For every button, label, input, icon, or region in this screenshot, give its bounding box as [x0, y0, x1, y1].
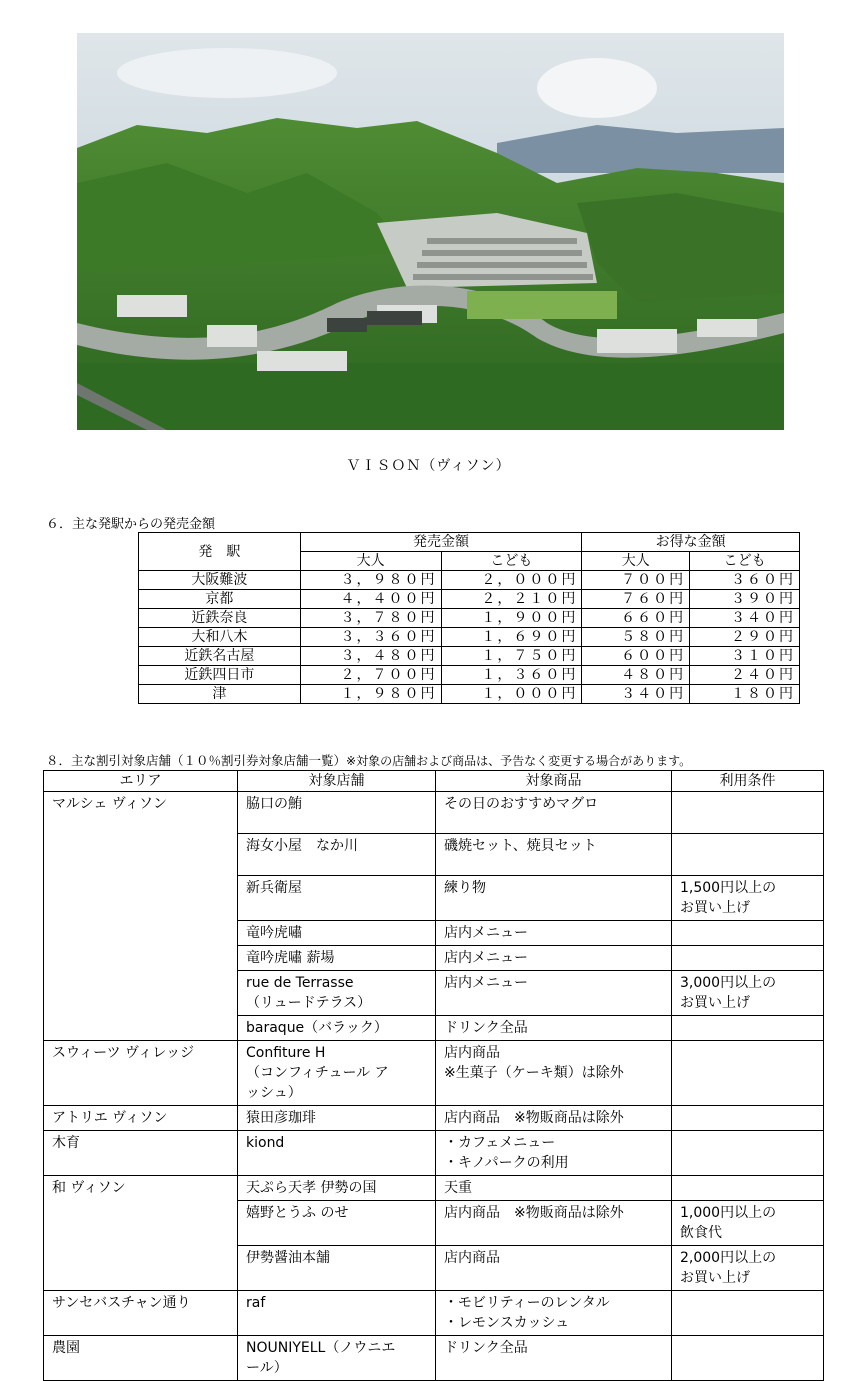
- shop-cell: 猿田彦珈琲: [238, 1106, 436, 1131]
- condition-cell: [672, 921, 824, 946]
- price-adult-cell: ３，７８０円: [300, 609, 441, 628]
- condition-cell: 3,000円以上の お買い上げ: [672, 971, 824, 1016]
- shop-cell: 竜吟虎嘯: [238, 921, 436, 946]
- price-adult-cell: ２，７００円: [300, 666, 441, 685]
- item-cell: その日のおすすめマグロ: [436, 792, 672, 834]
- col-cond: 利用条件: [672, 771, 824, 792]
- price-child-cell: １，９００円: [441, 609, 582, 628]
- area-cell: アトリエ ヴィソン: [44, 1106, 238, 1131]
- col-shop: 対象店舗: [238, 771, 436, 792]
- station-cell: 近鉄四日市: [139, 666, 301, 685]
- shop-row: [44, 1041, 824, 1106]
- price-adult-cell: ４，４００円: [300, 590, 441, 609]
- saving-adult-cell: ６００円: [582, 647, 690, 666]
- condition-cell: 1,000円以上の 飲食代: [672, 1201, 824, 1246]
- photo-caption: ＶＩＳＯＮ（ヴィソン）: [346, 458, 511, 474]
- area-cell: マルシェ ヴィソン: [44, 792, 238, 1041]
- area-cell: サンセバスチャン通り: [44, 1291, 238, 1336]
- condition-cell: [672, 1291, 824, 1336]
- fare-row: [139, 609, 800, 628]
- saving-child-cell: １８０円: [690, 685, 800, 704]
- price-adult-cell: １，９８０円: [300, 685, 441, 704]
- shop-cell: kiond: [238, 1131, 436, 1176]
- shop-cell: NOUNIYELL（ノウニエ ール）: [238, 1336, 436, 1381]
- price-adult-cell: ３，９８０円: [300, 571, 441, 590]
- saving-adult-cell: ６６０円: [582, 609, 690, 628]
- col-station: 発 駅: [139, 533, 301, 571]
- condition-cell: [672, 1131, 824, 1176]
- saving-child-cell: ３１０円: [690, 647, 800, 666]
- fare-row: [139, 647, 800, 666]
- condition-cell: [672, 1106, 824, 1131]
- fare-row: [139, 571, 800, 590]
- shop-cell: 天ぷら天孝 伊勢の国: [238, 1176, 436, 1201]
- shop-cell: 新兵衛屋: [238, 876, 436, 921]
- station-cell: 近鉄奈良: [139, 609, 301, 628]
- price-adult-cell: ３，４８０円: [300, 647, 441, 666]
- section8-note: ※対象の店舗および商品は、予告なく変更する場合があります。: [346, 754, 692, 768]
- condition-cell: [672, 834, 824, 876]
- condition-cell: 2,000円以上の お買い上げ: [672, 1246, 824, 1291]
- col-price-adult: 大人: [300, 552, 441, 571]
- shop-row: [44, 1291, 824, 1336]
- condition-cell: [672, 946, 824, 971]
- price-child-cell: ２，２１０円: [441, 590, 582, 609]
- item-cell: 店内メニュー: [436, 921, 672, 946]
- item-cell: 天重: [436, 1176, 672, 1201]
- col-price-child: こども: [441, 552, 582, 571]
- condition-cell: 1,500円以上の お買い上げ: [672, 876, 824, 921]
- condition-cell: [672, 792, 824, 834]
- shop-cell: 嬉野とうふ のせ: [238, 1201, 436, 1246]
- saving-child-cell: ２９０円: [690, 628, 800, 647]
- shop-row: [44, 1131, 824, 1176]
- item-cell: ドリンク全品: [436, 1336, 672, 1381]
- item-cell: ・モビリティーのレンタル ・レモンスカッシュ: [436, 1291, 672, 1336]
- section8-heading: [46, 751, 691, 769]
- price-adult-cell: ３，３６０円: [300, 628, 441, 647]
- item-cell: 磯焼セット、焼貝セット: [436, 834, 672, 876]
- station-cell: 大和八木: [139, 628, 301, 647]
- section8-title: ８．主な割引対象店舗（１０％割引券対象店舗一覧）: [46, 753, 347, 768]
- price-child-cell: １，７５０円: [441, 647, 582, 666]
- shop-row: [44, 792, 824, 834]
- price-child-cell: １，３６０円: [441, 666, 582, 685]
- shop-cell: 竜吟虎嘯 薪場: [238, 946, 436, 971]
- saving-child-cell: ３９０円: [690, 590, 800, 609]
- saving-adult-cell: ７６０円: [582, 590, 690, 609]
- col-item: 対象商品: [436, 771, 672, 792]
- col-area: エリア: [44, 771, 238, 792]
- shop-row: [44, 1176, 824, 1201]
- saving-adult-cell: ５８０円: [582, 628, 690, 647]
- shop-row: [44, 1106, 824, 1131]
- station-cell: 津: [139, 685, 301, 704]
- area-cell: 木育: [44, 1131, 238, 1176]
- shop-cell: Confiture H （コンフィチュール ア ッシュ）: [238, 1041, 436, 1106]
- saving-adult-cell: ７００円: [582, 571, 690, 590]
- condition-cell: [672, 1041, 824, 1106]
- vison-aerial-photo: [77, 33, 784, 430]
- shop-cell: rue de Terrasse （リュードテラス）: [238, 971, 436, 1016]
- shop-cell: 海女小屋 なか川: [238, 834, 436, 876]
- condition-cell: [672, 1016, 824, 1041]
- shop-cell: 伊勢醤油本舗: [238, 1246, 436, 1291]
- area-cell: 和 ヴィソン: [44, 1176, 238, 1291]
- shop-cell: 脇口の鮪: [238, 792, 436, 834]
- item-cell: 練り物: [436, 876, 672, 921]
- item-cell: 店内商品: [436, 1246, 672, 1291]
- item-cell: ドリンク全品: [436, 1016, 672, 1041]
- col-saving-adult: 大人: [582, 552, 690, 571]
- shop-cell: raf: [238, 1291, 436, 1336]
- col-group-price: 発売金額: [300, 533, 582, 552]
- price-child-cell: １，０００円: [441, 685, 582, 704]
- saving-adult-cell: ４８０円: [582, 666, 690, 685]
- saving-child-cell: ３４０円: [690, 609, 800, 628]
- item-cell: 店内メニュー: [436, 971, 672, 1016]
- shop-row: [44, 1336, 824, 1381]
- price-child-cell: １，６９０円: [441, 628, 582, 647]
- item-cell: 店内商品 ※生菓子（ケーキ類）は除外: [436, 1041, 672, 1106]
- item-cell: ・カフェメニュー ・キノパークの利用: [436, 1131, 672, 1176]
- price-child-cell: ２，０００円: [441, 571, 582, 590]
- condition-cell: [672, 1336, 824, 1381]
- fare-row: [139, 628, 800, 647]
- fare-row: [139, 666, 800, 685]
- area-cell: 農園: [44, 1336, 238, 1381]
- saving-child-cell: ３６０円: [690, 571, 800, 590]
- col-group-saving: お得な金額: [582, 533, 800, 552]
- item-cell: 店内商品 ※物販商品は除外: [436, 1201, 672, 1246]
- condition-cell: [672, 1176, 824, 1201]
- section6-heading: ６．主な発駅からの発売金額: [46, 517, 216, 532]
- saving-adult-cell: ３４０円: [582, 685, 690, 704]
- item-cell: 店内商品 ※物販商品は除外: [436, 1106, 672, 1131]
- saving-child-cell: ２４０円: [690, 666, 800, 685]
- station-cell: 京都: [139, 590, 301, 609]
- fare-row: [139, 685, 800, 704]
- shop-table: [43, 770, 824, 1381]
- area-cell: スウィーツ ヴィレッジ: [44, 1041, 238, 1106]
- fare-row: [139, 590, 800, 609]
- item-cell: 店内メニュー: [436, 946, 672, 971]
- col-saving-child: こども: [690, 552, 800, 571]
- station-cell: 大阪難波: [139, 571, 301, 590]
- fare-table: [138, 532, 800, 704]
- shop-cell: baraque（バラック）: [238, 1016, 436, 1041]
- station-cell: 近鉄名古屋: [139, 647, 301, 666]
